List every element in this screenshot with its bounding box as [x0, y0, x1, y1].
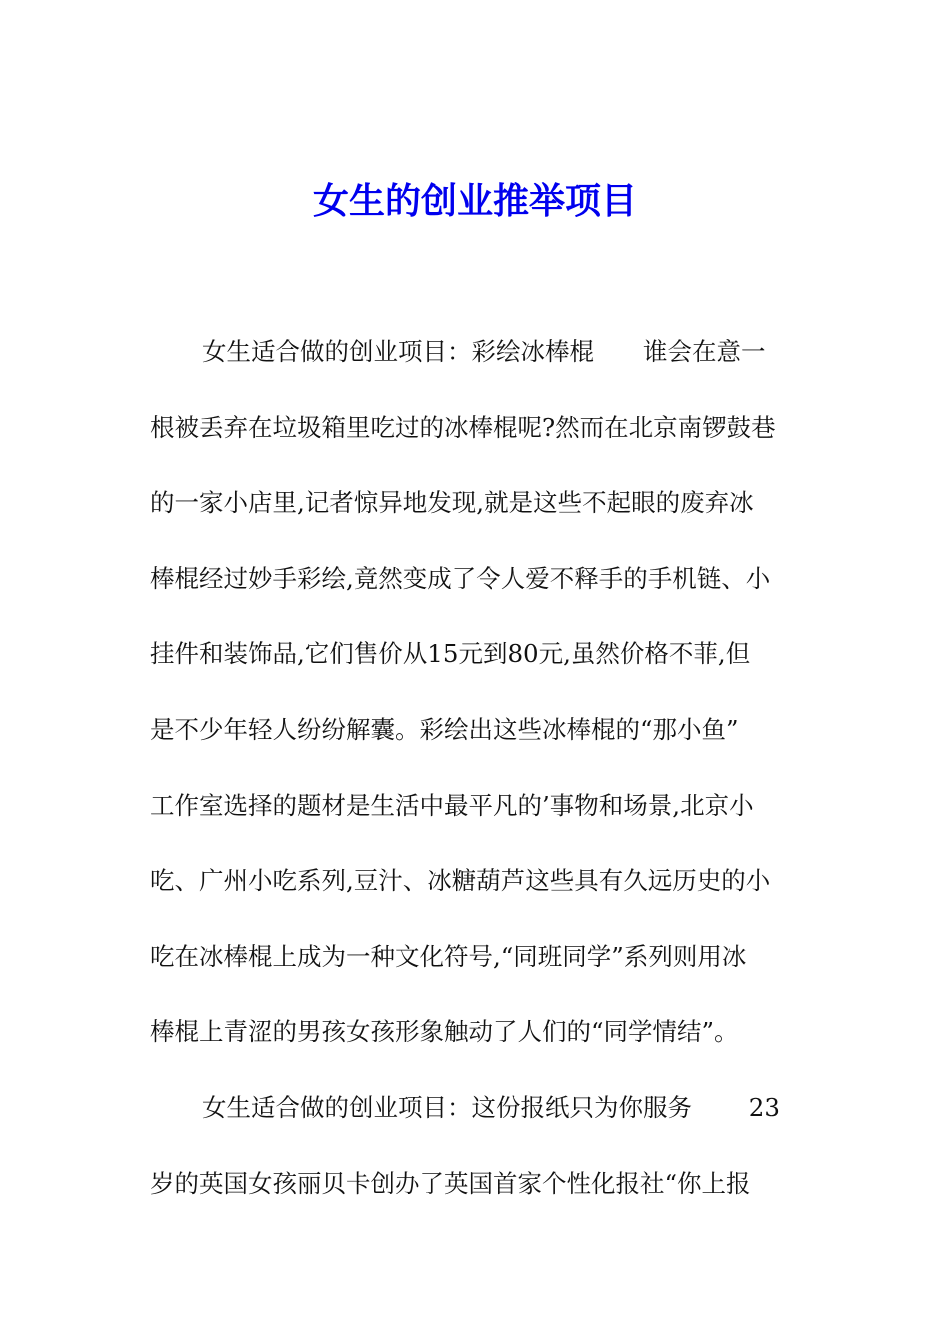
paragraph-line: 棒棍上青涩的男孩女孩形象触动了人们的“同学情结”。	[150, 1017, 739, 1047]
paragraph-line: 女生适合做的创业项目：这份报纸只为你服务 23	[202, 1092, 780, 1122]
paragraph-line: 女生适合做的创业项目：彩绘冰棒棍 谁会在意一	[202, 337, 766, 366]
paragraph-line: 的一家小店里,记者惊异地发现,就是这些不起眼的废弃冰	[150, 488, 754, 518]
paragraph-line: 是不少年轻人纷纷解囊。彩绘出这些冰棒棍的“那小鱼”	[150, 714, 739, 744]
paragraph-line: 挂件和装饰品,它们售价从15元到80元,虽然价格不菲,但	[150, 639, 751, 669]
document-body	[150, 326, 805, 1233]
paragraph-line: 吃在冰棒棍上成为一种文化符号,“同班同学”系列则用冰	[150, 941, 747, 971]
paragraph-line: 棒棍经过妙手彩绘,竟然变成了令人爱不释手的手机链、小	[150, 563, 771, 593]
paragraph-line: 吃、广州小吃系列,豆汁、冰糖葫芦这些具有久远历史的小	[150, 866, 771, 896]
paragraph-line: 根被丢弃在垃圾箱里吃过的冰棒棍呢?然而在北京南锣鼓巷	[150, 412, 776, 442]
document-title: 女生的创业推举项目	[312, 181, 637, 222]
paragraph-line: 工作室选择的题材是生活中最平凡的’事物和场景,北京小	[150, 790, 754, 820]
paragraph-line: 岁的英国女孩丽贝卡创办了英国首家个性化报社“你上报	[150, 1168, 751, 1198]
